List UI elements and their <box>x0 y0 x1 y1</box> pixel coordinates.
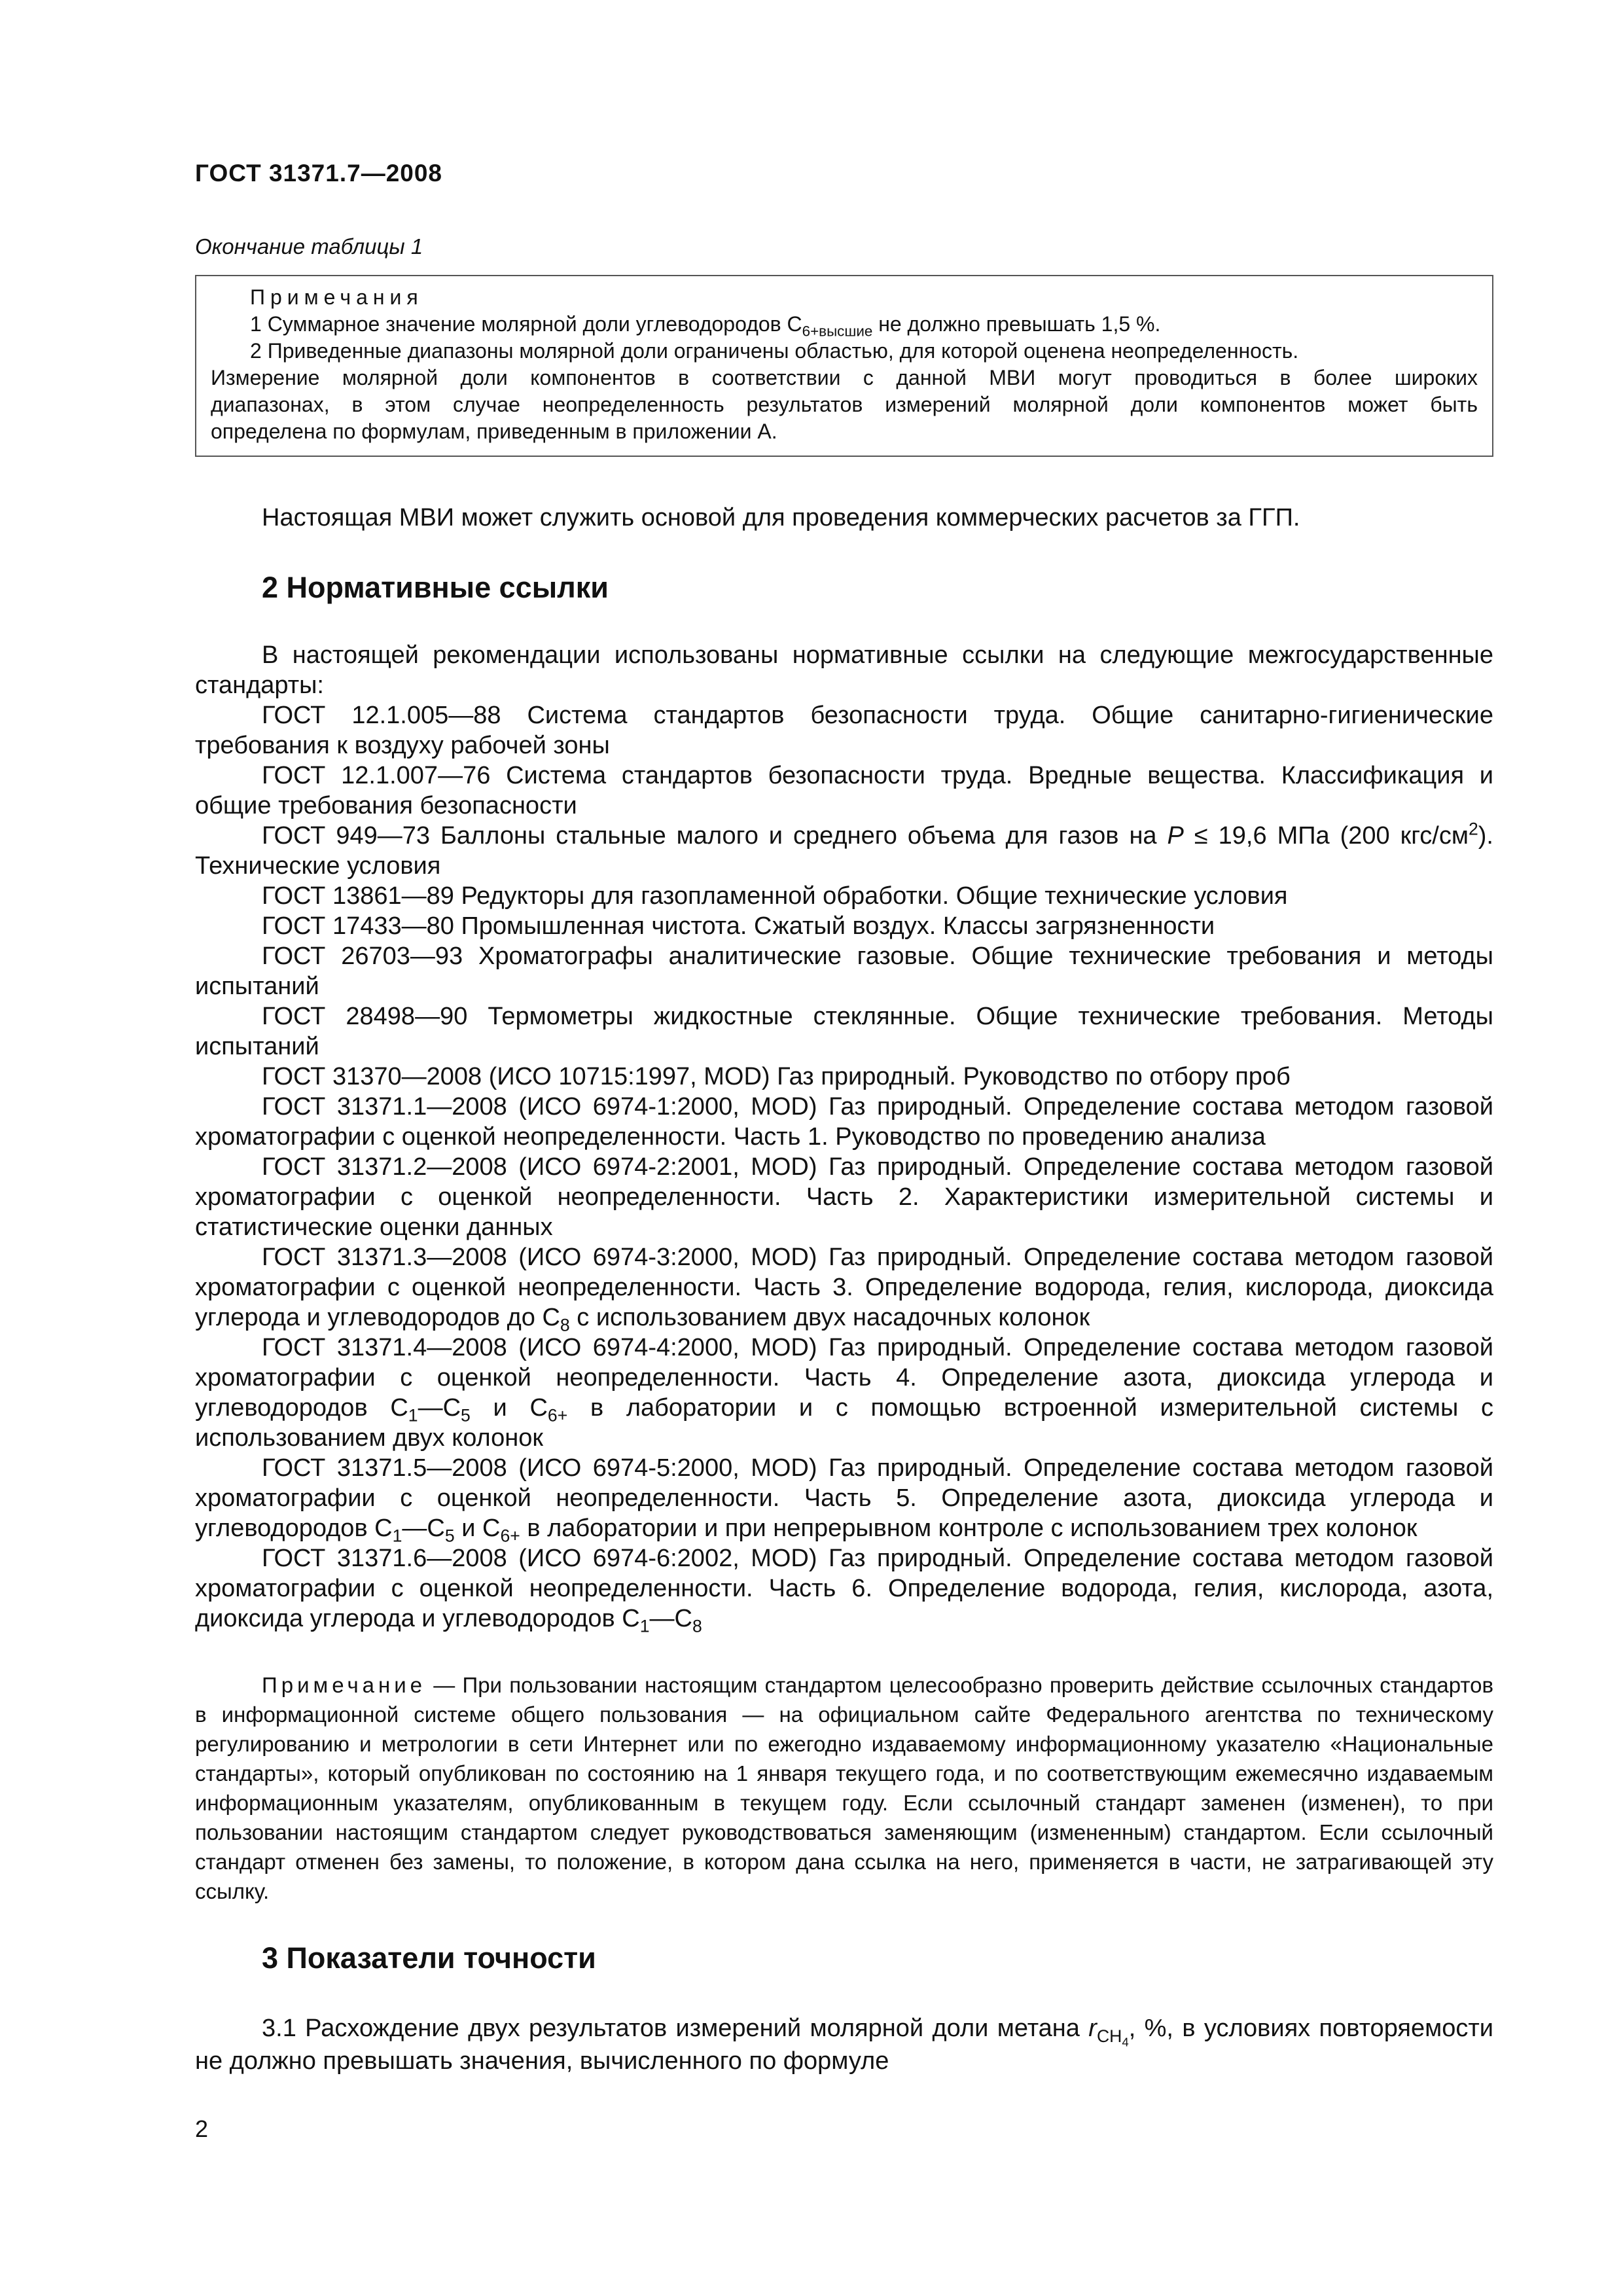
statement-paragraph: Настоящая МВИ может служить основой для проведения коммерческих расчетов за ГГП. <box>262 504 1300 531</box>
reference-item: ГОСТ 31371.2—2008 (ИСО 6974-2:2001, MOD) Газ природный. Определение состава методом газовой хроматографии с оценкой неопределенности. Часть 2. Характеристики измерительной системы и статистические оценки данных <box>195 1153 1493 1241</box>
note-1: 1 Суммарное значение молярной доли углеводородов $С_{6+высшие}$ не должно превышать 1,5 %. <box>250 312 1161 340</box>
reference-item: ГОСТ 28498—90 Термометры жидкостные стеклянные. Общие технические требования. Методы испытаний <box>195 1003 1493 1060</box>
reference-item: ГОСТ 17433—80 Промышленная чистота. Сжатый воздух. Классы загрязненности <box>262 912 1215 940</box>
note-2-cont-3: определена по формулам, приведенным в приложении А. <box>211 420 777 443</box>
note-2: 2 Приведенные диапазоны молярной доли ограничены областью, для которой оценена неопределенность. <box>250 339 1299 363</box>
reference-item: ГОСТ 13861—89 Редукторы для газопламенной обработки. Общие технические условия <box>262 882 1288 910</box>
table-notes-box <box>195 275 1493 457</box>
notes-heading: Примечания <box>250 285 423 309</box>
references-note: Примечание — При пользовании настоящим стандартом целесообразно проверить действие ссылочных стандартов в информационной системе общего пользования — на официальном сайте Федерального агентства по техническому регулированию и метрологии в сети Интернет или по ежегодно издаваемому информационному указателю «Национальные стандарты», который опубликован по состоянию на 1 января текущего года, и по соответствующим ежемесячно издаваемым информационным указателям, опубликованным в текущем году. Если ссылочный стандарт заменен (изменен), то при пользовании настоящим стандартом следует руководствоваться заменяющим (измененным) стандартом. Если ссылочный стандарт отменен без замены, то положение, в котором дана ссылка на него, применяется в части, не затрагивающей эту ссылку. <box>195 1673 1493 1903</box>
reference-item: ГОСТ 31371.1—2008 (ИСО 6974-1:2000, MOD) Газ природный. Определение состава методом газовой хроматографии с оценкой неопределенности. Часть 1. Руководство по проведению анализа <box>195 1093 1493 1151</box>
note-label: Примечание <box>262 1673 427 1697</box>
section-3-title: 3 Показатели точности <box>262 1941 596 1975</box>
document-header: ГОСТ 31371.7—2008 <box>195 160 443 187</box>
reference-item: ГОСТ 31371.6—2008 (ИСО 6974-6:2002, MOD) Газ природный. Определение состава методом газовой хроматографии с оценкой неопределенности. Часть 6. Определение водорода, гелия, кислорода, азота, диоксида углерода и углеводородов $С_1—С_8$ <box>195 1545 1493 1636</box>
reference-item: ГОСТ 949—73 Баллоны стальные малого и среднего объема для газов на P ≤ 19,6 МПа (200 кгс/$см^2$). Технические условия <box>195 819 1493 880</box>
reference-item: ГОСТ 31371.5—2008 (ИСО 6974-5:2000, MOD) Газ природный. Определение состава методом газовой хроматографии с оценкой неопределенности. Часть 5. Определение азота, диоксида углерода и углеводородов $С_1—С_5$ и $С_{6+}$ в лаборатории и при непрерывном контроле с использованием трех колонок <box>195 1454 1493 1546</box>
reference-item: ГОСТ 31370—2008 (ИСО 10715:1997, MOD) Газ природный. Руководство по отбору проб <box>262 1063 1291 1090</box>
page-number: 2 <box>195 2115 209 2142</box>
reference-item: ГОСТ 12.1.005—88 Система стандартов безопасности труда. Общие санитарно-гигиенические требования к воздуху рабочей зоны <box>195 702 1493 759</box>
reference-item: ГОСТ 31371.3—2008 (ИСО 6974-3:2000, MOD) Газ природный. Определение состава методом газовой хроматографии с оценкой неопределенности. Часть 3. Определение водорода, гелия, кислорода, диоксида углерода и углеводородов до $С_8$ с использованием двух насадочных колонок <box>195 1244 1493 1335</box>
reference-item: ГОСТ 26703—93 Хроматографы аналитические газовые. Общие технические требования и методы испытаний <box>195 942 1493 1000</box>
note-2-cont-2: диапазонах, в этом случае неопределенность результатов измерений молярной доли компонентов может быть <box>211 393 1478 416</box>
note-2-cont-1: Измерение молярной доли компонентов в соответствии с данной МВИ могут проводиться в более широких <box>211 366 1478 389</box>
normative-references <box>195 640 1493 1634</box>
clause-3-1: 3.1 Расхождение двух результатов измерений молярной доли метана $r_{CH_4}$, %, в условиях повторяемости не должно превышать значения, вычисленного по формуле <box>195 2015 1493 2075</box>
reference-item: ГОСТ 12.1.007—76 Система стандартов безопасности труда. Вредные вещества. Классификация и общие требования безопасности <box>195 762 1493 819</box>
references-intro: В настоящей рекомендации использованы нормативные ссылки на следующие межгосударственные стандарты: <box>195 641 1493 699</box>
table-continuation-caption: Окончание таблицы 1 <box>195 234 423 259</box>
reference-item: ГОСТ 31371.4—2008 (ИСО 6974-4:2000, MOD) Газ природный. Определение состава методом газовой хроматографии с оценкой неопределенности. Часть 4. Определение азота, диоксида углерода и углеводородов $С_1—С_5$ и $С_{6+}$ в лаборатории и с помощью встроенной измерительной системы с использованием двух колонок <box>195 1334 1493 1452</box>
section-2-title: 2 Нормативные ссылки <box>262 571 609 604</box>
